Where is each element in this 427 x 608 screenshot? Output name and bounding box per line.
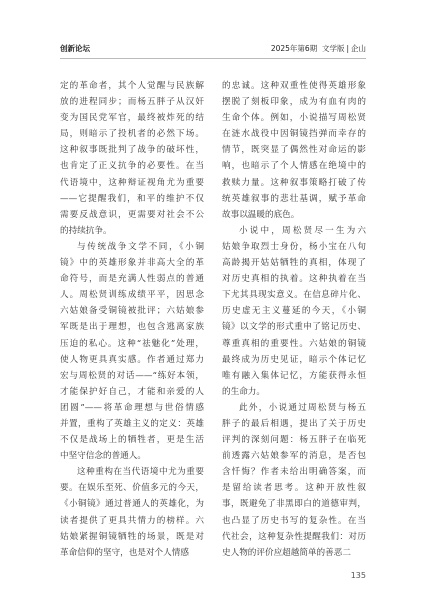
text-line: 是留给读者思考。这种开放性叙 xyxy=(222,483,366,494)
publication-label: 企山 xyxy=(351,44,366,53)
issue-label: 2025年第6期 xyxy=(270,44,318,53)
text-line: ——它提醒我们，和平的维护不仅 xyxy=(60,193,204,204)
text-line: 此外，小说通过周松贤与杨五 xyxy=(239,402,366,413)
text-line: 姑娘争取烈士身份，杨小宝在八旬 xyxy=(222,241,366,252)
text-line: 响，也暗示了个人情感在绝境中的 xyxy=(222,161,366,172)
text-line: 人。周松贤训练成绩平平，因思念 xyxy=(60,290,204,301)
text-line: 局，则暗示了投机者的必然下场。 xyxy=(60,129,204,140)
text-line: 中坚守信念的普通人。 xyxy=(60,451,146,462)
text-line: 事，既避免了非黑即白的道德审判， xyxy=(222,499,366,510)
text-line: 并置，重构了英雄主义的定义：英雄 xyxy=(60,418,204,429)
journal-section-label: 创新论坛 xyxy=(60,44,90,53)
text-line: 救赎力量。这种叙事策略打破了传 xyxy=(222,177,366,188)
text-line: 定的革命者，其个人觉醒与民族解 xyxy=(60,81,204,91)
text-line: 对历史真相的执着。这种执着在当 xyxy=(222,274,366,285)
text-line: 最终成为历史见证，暗示个体记忆 xyxy=(222,354,366,365)
text-line: 评判的深刻问题：杨五胖子在临死 xyxy=(222,435,366,446)
text-line: 在涟水战役中因铜镜挡弹而幸存的 xyxy=(222,129,366,140)
text-line: 需要反战意识，更需要对社会不公 xyxy=(60,209,204,220)
text-line: 唯有融入集体记忆，方能获得永恒 xyxy=(222,370,366,381)
text-line: 军既是出于理想，也包含逃离家族 xyxy=(60,322,204,333)
text-line: 放的进程同步；而杨五胖子从汉奸 xyxy=(60,97,204,108)
text-line: 含忏悔？作者未给出明确答案，而 xyxy=(222,467,366,478)
text-line: 要。在娱乐至死、价值多元的今天， xyxy=(60,483,204,494)
text-line: 史人物的评价应超越简单的善恶二 xyxy=(222,547,351,558)
header-divider xyxy=(60,58,366,59)
text-line: 摆脱了刻板印象，成为有血有肉的 xyxy=(222,97,366,108)
text-line: 镜》以文学的形式重申了铭记历史、 xyxy=(222,322,366,333)
text-line: 也肯定了正义抗争的必要性。在当 xyxy=(60,161,204,172)
text-line: 不仅是战场上的牺牲者，更是生活 xyxy=(60,435,204,446)
page-header xyxy=(60,43,366,55)
text-line: 《小铜镜》通过普通人的英雄化，为 xyxy=(60,499,204,510)
text-line: 命符号，而是充满人性弱点的普通 xyxy=(60,274,204,285)
text-line: 生命个体。例如，小说描写周松贤 xyxy=(222,113,366,124)
text-line: 这种叙事既批判了战争的破坏性， xyxy=(60,145,204,156)
text-line: 读者提供了更具共情力的榜样。六 xyxy=(60,515,204,526)
text-line: 变为国民党军官，最终被炸死的结 xyxy=(60,113,204,124)
text-line: 胖子的最后相遇，提出了关于历史 xyxy=(222,418,366,429)
text-line: 尊重真相的重要性。六姑娘的铜镜 xyxy=(222,338,366,349)
text-line: 革命信仰的坚守，也是对个人情感 xyxy=(60,547,189,558)
column-name-label: 文学版 xyxy=(321,44,345,53)
text-line: 姑娘紧握铜镜牺牲的场景，既是对 xyxy=(60,531,204,542)
text-line: 压迫的私心。这种“祛魅化”处理， xyxy=(60,338,204,349)
text-line: 镜》中的英雄形象并非高大全的革 xyxy=(60,258,204,269)
text-line: 六姑娘备受铜镜被批评；六姑娘参 xyxy=(60,306,204,317)
text-line: 历史虚无主义蔓延的今天，《小铜 xyxy=(222,306,366,317)
page-number: 135 xyxy=(350,571,366,580)
text-line: 高龄揭开姑姑牺牲的真相，体现了 xyxy=(222,258,366,269)
text-line: 的持续抗争。 xyxy=(60,225,112,236)
text-line: 情节，既突显了偶然性对命运的影 xyxy=(222,145,366,156)
text-line: 才能保护好自己，才能和亲爱的人 xyxy=(60,386,204,397)
text-line: 下尤其具现实意义。在信息碎片化、 xyxy=(222,290,366,301)
text-line: 前透露六姑娘参军的消息，是否包 xyxy=(222,451,366,462)
header-separator: | xyxy=(346,44,349,53)
text-line: 故事以温暖的底色。 xyxy=(222,209,300,220)
issue-info xyxy=(271,43,366,54)
text-line: 统英雄叙事的悲壮基调，赋予革命 xyxy=(222,193,366,204)
left-text-column xyxy=(60,78,204,561)
text-line: 代社会，这种复杂性提醒我们：对历 xyxy=(222,531,366,542)
text-line: 的生命力。 xyxy=(222,386,265,397)
right-text-column xyxy=(222,78,366,561)
text-line: 宏与周松贤的对话——“练好本领， xyxy=(60,370,204,381)
text-line: 小说中，周松贤尽一生为六 xyxy=(239,225,366,236)
text-line: 这种重构在当代语境中尤为重要 xyxy=(77,467,204,478)
text-line: 也凸显了历史书写的复杂性。在当 xyxy=(222,515,366,526)
text-line: 与传统战争文学不同，《小铜 xyxy=(77,241,204,252)
text-line: 代语境中，这种辩证视角尤为重要 xyxy=(60,177,204,188)
text-line: 团圆”——将革命理想与世俗情感 xyxy=(60,402,204,413)
text-line: 使人物更具真实感。作者通过郑力 xyxy=(60,354,204,365)
text-line: 的忠诚。这种双重性使得英雄形象 xyxy=(222,81,366,91)
